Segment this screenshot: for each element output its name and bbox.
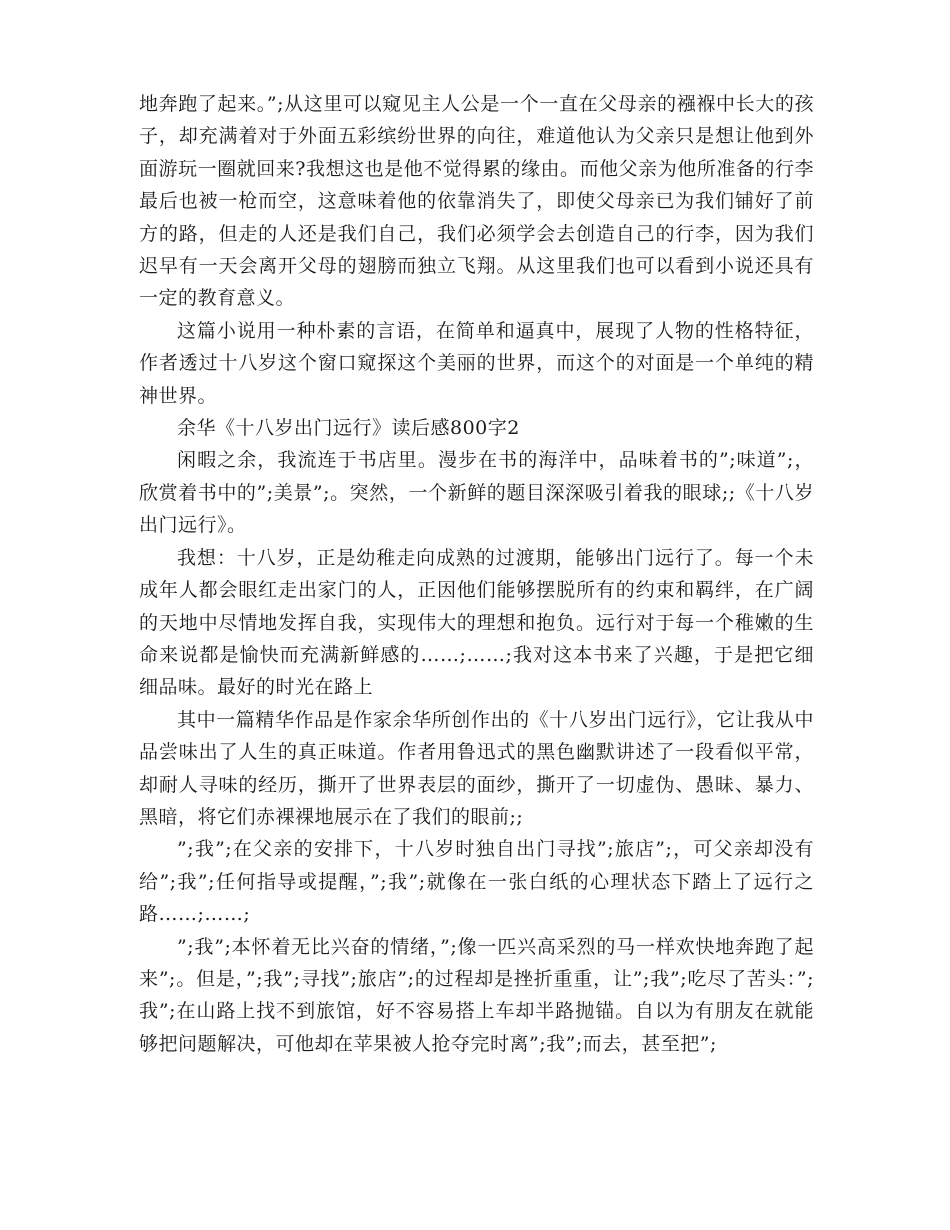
paragraph-journey: ”;我”;本怀着无比兴奋的情绪，”;像一匹兴高采烈的马一样欢快地奔跑了起来”;。但是，”;我”;寻找”;旅店”;的过程却是挫折重重，让”;我”;吃尽了苦头：”;我”;在山路上找不到旅馆，好不容易搭上车却半路抛锚。自以为有朋友在就能够把问题解决，可他却在苹果被人抢夺完时离”;我”;而去，甚至把”;	[139, 935, 814, 1055]
paragraph-bookstore: 闲暇之余，我流连于书店里。漫步在书的海洋中，品味着书的”;味道”;，欣赏着书中的”;美景”;。突然，一个新鲜的题目深深吸引着我的眼球;;《十八岁出门远行》。	[139, 449, 814, 537]
paragraph-continuation: 地奔跑了起来。”;从这里可以窥见主人公是一个一直在父母亲的襁褓中长大的孩子，却充满着对于外面五彩缤纷世界的向往，难道他认为父亲只是想让他到外面游玩一圈就回来?我想这也是他不觉得累的缘由。而他父亲为他所准备的行李最后也被一枪而空，这意味着他的依靠消失了，即使父母亲已为我们铺好了前方的路，但走的人还是我们自己，我们必须学会去创造自己的行李，因为我们迟早有一天会离开父母的翅膀而独立飞翔。从这里我们也可以看到小说还具有一定的教育意义。	[139, 93, 814, 310]
paragraph-father: ”;我”;在父亲的安排下，十八岁时独自出门寻找”;旅店”;，可父亲却没有给”;我”;任何指导或提醒，”;我”;就像在一张白纸的心理状态下踏上了远行之路……;……;	[139, 838, 814, 926]
paragraph-masterpiece: 其中一篇精华作品是作家余华所创作出的《十八岁出门远行》，它让我从中品尝味出了人生的真正味道。作者用鲁迅式的黑色幽默讲述了一段看似平常，却耐人寻味的经历，撕开了世界表层的面纱，撕开了一切虚伪、愚昧、暴力、黑暗，将它们赤裸裸地展示在了我们的眼前;;	[139, 708, 814, 828]
section-heading: 余华《十八岁出门远行》读后感800字2	[177, 417, 520, 440]
document-page	[139, 88, 814, 1060]
paragraph-eighteen: 我想：十八岁，正是幼稚走向成熟的过渡期，能够出门远行了。每一个未成年人都会眼红走出家门的人，正因他们能够摆脱所有的约束和羁绊，在广阔的天地中尽情地发挥自我，实现伟大的理想和抱负。远行对于每一个稚嫩的生命来说都是愉快而充满新鲜感的……;……;我对这本书来了兴趣，于是把它细细品味。最好的时光在路上	[139, 546, 814, 699]
paragraph-summary: 这篇小说用一种朴素的言语，在简单和逼真中，展现了人物的性格特征，作者透过十八岁这个窗口窥探这个美丽的世界，而这个的对面是一个单纯的精神世界。	[139, 319, 814, 407]
